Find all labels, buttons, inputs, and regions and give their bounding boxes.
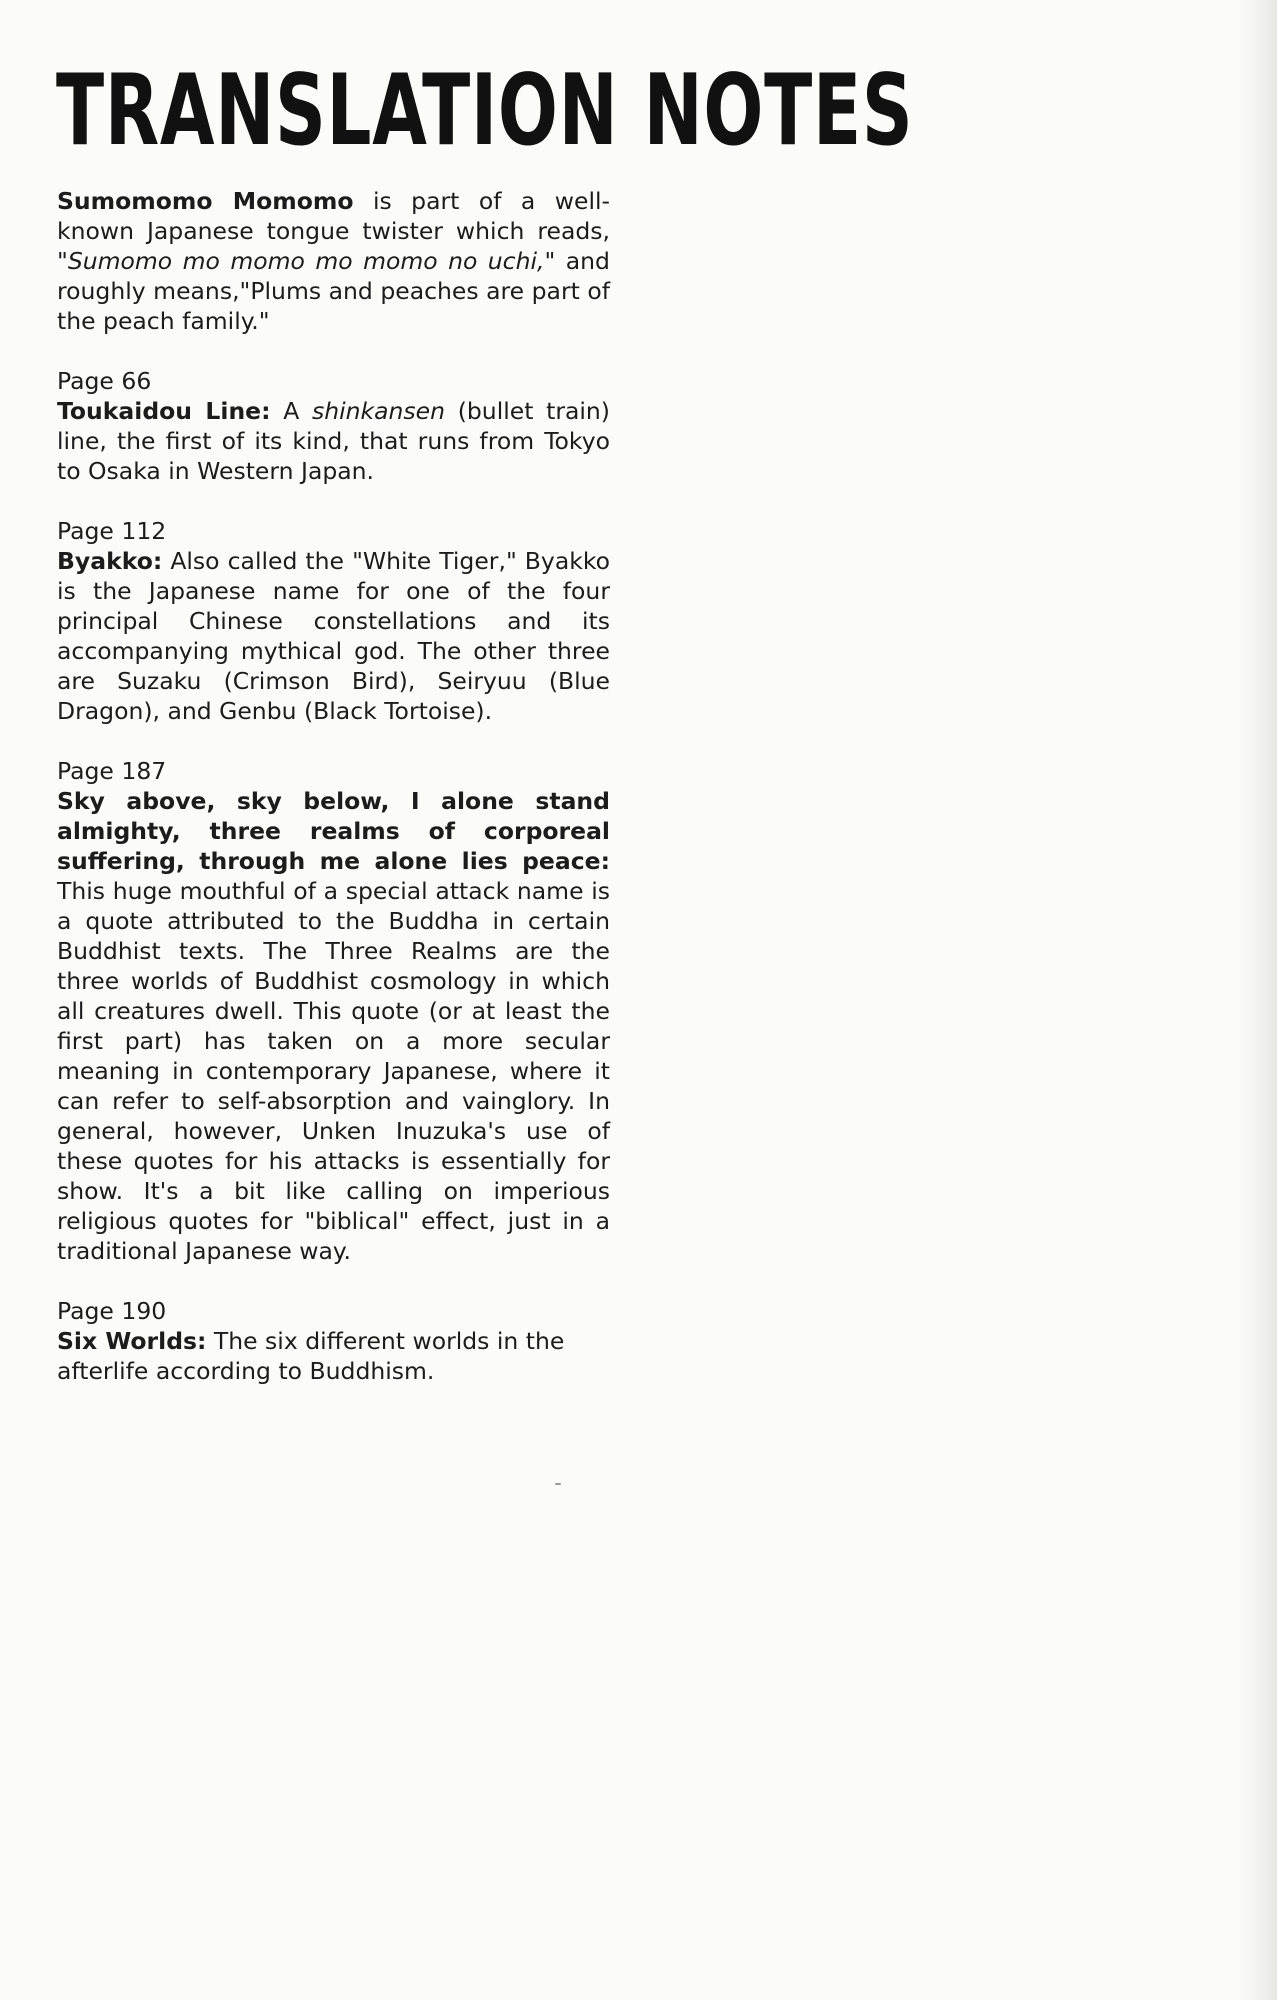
page-reference: Page 66: [57, 367, 152, 395]
note-page-66: [57, 366, 610, 486]
note-text: A: [270, 397, 312, 425]
notes-body: [57, 186, 610, 1416]
note-text: (bullet train) line, the first of its kind, that runs from Tokyo to Osaka in Western Japan.: [57, 397, 610, 485]
note-italic-term: shinkansen: [311, 397, 446, 425]
page-reference: Page 187: [57, 757, 167, 785]
page-edge-shadow: [1239, 0, 1277, 2000]
note-term: Byakko:: [57, 547, 163, 575]
page-reference: Page 190: [57, 1297, 167, 1325]
intro-paragraph: [57, 186, 610, 336]
note-term: Sky above, sky below, I alone stand almighty, three realms of corporeal suffering, through me alone lies peace:: [57, 787, 610, 875]
note-text: This huge mouthful of a special attack name is a quote attributed to the Buddha in certain Buddhist texts. The Three Realms are the three worlds of Buddhist cosmology in which all creatures dwell. This quote (or at least the first part) has taken on a more secular meaning in contemporary Japanese, where it can refer to self-absorption and vainglory. In general, however, Unken Inuzuka's use of these quotes for his attacks is essentially for show. It's a bit like calling on imperious religious quotes for "biblical" effect, just in a traditional Japanese way.: [57, 877, 610, 1265]
intro-term: Sumomomo Momomo: [57, 187, 354, 215]
intro-text-after: " and roughly means,"Plums and peaches are part of the peach family.": [57, 247, 610, 335]
page-title: TRANSLATION NOTES: [56, 54, 914, 168]
intro-quote: Sumomo mo momo mo momo no uchi,: [67, 247, 545, 275]
note-page-112: [57, 516, 610, 726]
intro-text-before: is part of a well-known Japanese tongue twister which reads, ": [57, 187, 610, 275]
note-text: Also called the "White Tiger," Byakko is the Japanese name for one of the four principal Chinese constellations and its accompanying mythical god. The other three are Suzaku (Crimson Bird), Seiryuu (Blue Dragon), and Genbu (Black Tortoise).: [57, 547, 610, 725]
note-text: The six different worlds in the afterlife according to Buddhism.: [57, 1327, 565, 1385]
note-page-187: [57, 756, 610, 1266]
page-reference: Page 112: [57, 517, 167, 545]
note-page-190: [57, 1296, 610, 1386]
note-term: Six Worlds:: [57, 1327, 207, 1355]
scan-speck: [555, 1483, 561, 1485]
note-term: Toukaidou Line:: [57, 397, 271, 425]
